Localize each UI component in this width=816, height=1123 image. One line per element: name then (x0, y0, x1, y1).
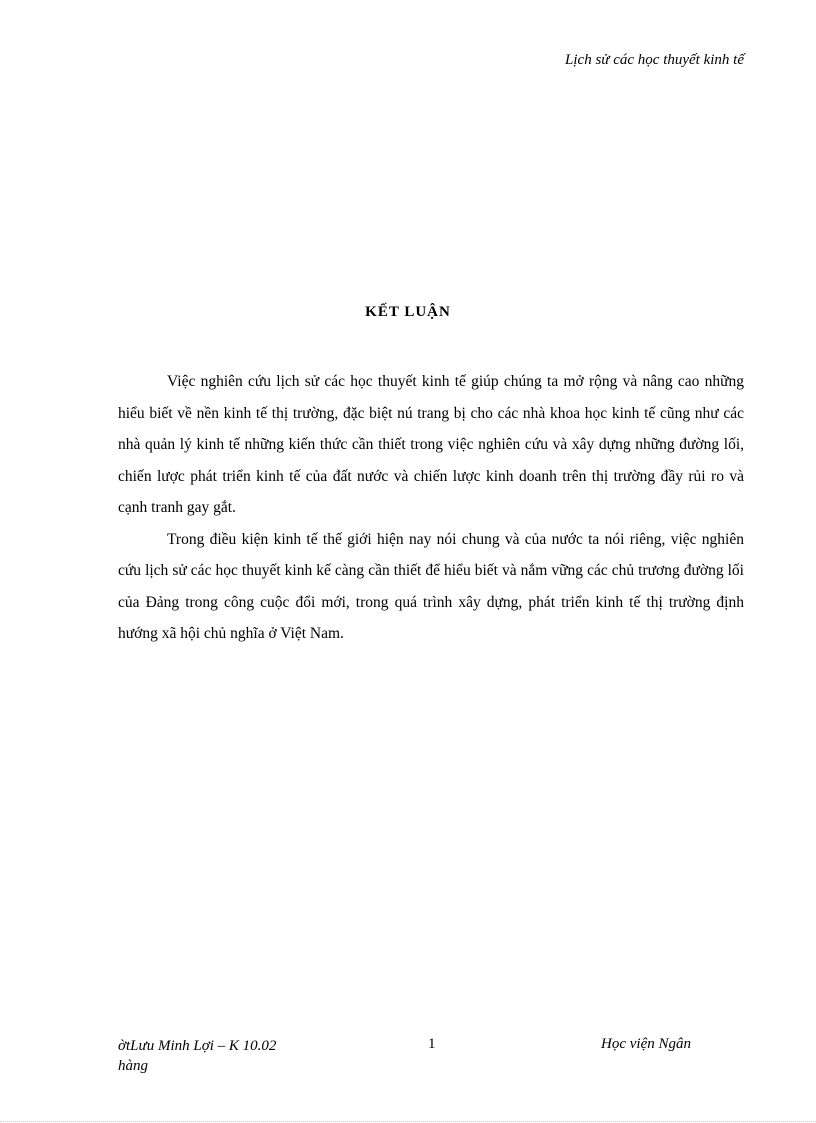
footer-institution: Học viện Ngân (601, 1036, 691, 1052)
running-header: Lịch sử các học thuyết kinh tế (565, 52, 744, 68)
paragraph-1: Việc nghiên cứu lịch sử các học thuyết kinh tế giúp chúng ta mở rộng và nâng cao những hiểu biết về nền kinh tế thị trường, đặc biệt nú trang bị cho các nhà khoa học kinh tế cũng như các nhà quản lý kinh tế những kiến thức cần thiết trong việc nghiên cứu và xây dựng những đường lối, chiến lược phát triển kinh tế của đất nước và chiến lược kinh doanh trên thị trường đầy rủi ro và cạnh tranh gay gắt. (118, 373, 744, 516)
section-title: KẾT LUẬN (365, 304, 451, 320)
page-edge-divider (0, 1121, 816, 1122)
body-text (118, 366, 744, 650)
footer-author: ờtLưu Minh Lợi – K 10.02 hàng (118, 1038, 277, 1074)
paragraph-2: Trong điều kiện kinh tế thế giới hiện nay nói chung và của nước ta nói riêng, việc nghiên cứu lịch sử các học thuyết kinh kế càng cần thiết để hiểu biết và nắm vững các chủ trương đường lối của Đảng trong công cuộc đổi mới, trong quá trình xây dựng, phát triển kinh tế thị trường định hướng xã hội chủ nghĩa ở Việt Nam. (118, 530, 744, 642)
page-number: 1 (428, 1036, 436, 1052)
